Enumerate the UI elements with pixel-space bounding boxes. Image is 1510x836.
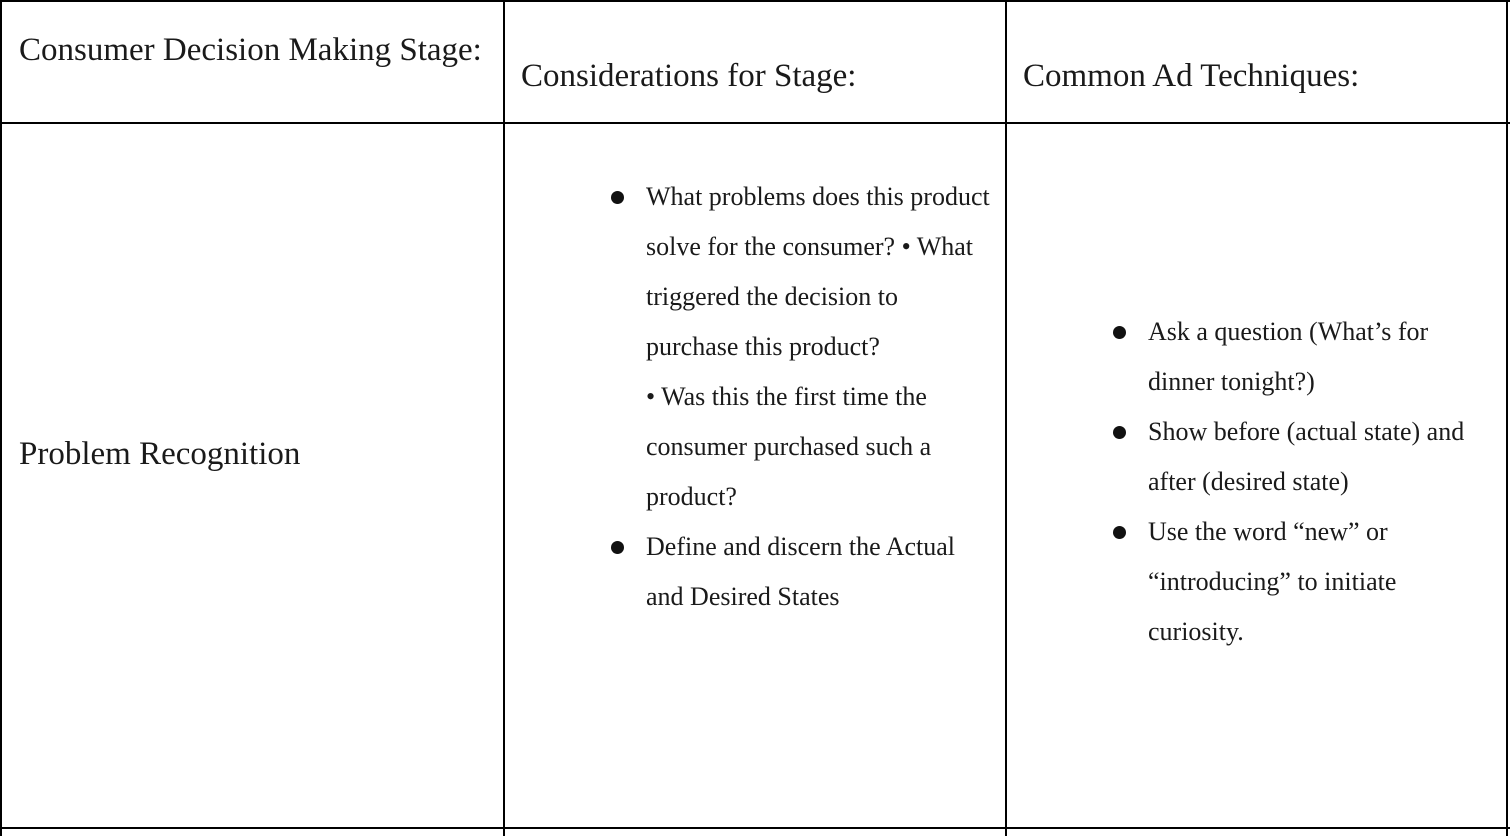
table-border-top xyxy=(0,0,1510,2)
list-item xyxy=(646,172,991,372)
technique-text: Use the word “new” or “introducing” to initiate curiosity. xyxy=(1148,517,1397,646)
column-divider-2 xyxy=(1005,0,1007,836)
header-cell-stage xyxy=(19,30,489,71)
table-border-right xyxy=(1506,0,1508,836)
row-divider xyxy=(0,827,1510,829)
bullet-dot-icon xyxy=(611,191,624,204)
bullet-dot-icon xyxy=(1113,326,1126,339)
header-techniques-label: Common Ad Techniques: xyxy=(1023,58,1360,94)
list-item xyxy=(1148,407,1493,507)
considerations-list xyxy=(646,172,991,622)
bullet-dot-icon xyxy=(1113,526,1126,539)
header-row-divider xyxy=(0,122,1510,124)
consideration-text: Define and discern the Actual and Desired States xyxy=(646,532,955,611)
bullet-dot-icon xyxy=(611,541,624,554)
consideration-text: • Was this the first time the consumer purchased such a product? xyxy=(646,382,932,511)
bullet-dot-icon xyxy=(1113,426,1126,439)
techniques-cell xyxy=(1148,307,1493,657)
list-item xyxy=(646,522,991,622)
header-considerations-label: Considerations for Stage: xyxy=(521,58,857,94)
list-item xyxy=(1148,307,1493,407)
stage-cell xyxy=(19,434,489,475)
technique-text: Ask a question (What’s for dinner tonight?) xyxy=(1148,317,1429,396)
column-divider-1 xyxy=(503,0,505,836)
header-stage-label: Consumer Decision Making Stage: xyxy=(19,32,482,68)
list-item xyxy=(1148,507,1493,657)
list-item-continuation xyxy=(646,372,991,522)
header-cell-techniques xyxy=(1023,56,1493,97)
consideration-text: What problems does this product solve for the consumer? • What triggered the decision to purchase this product? xyxy=(646,182,990,361)
header-cell-considerations xyxy=(521,56,991,97)
stage-name: Problem Recognition xyxy=(19,436,301,472)
technique-text: Show before (actual state) and after (desired state) xyxy=(1148,417,1465,496)
considerations-cell xyxy=(646,172,991,622)
techniques-list xyxy=(1148,307,1493,657)
table-border-left xyxy=(0,0,2,836)
